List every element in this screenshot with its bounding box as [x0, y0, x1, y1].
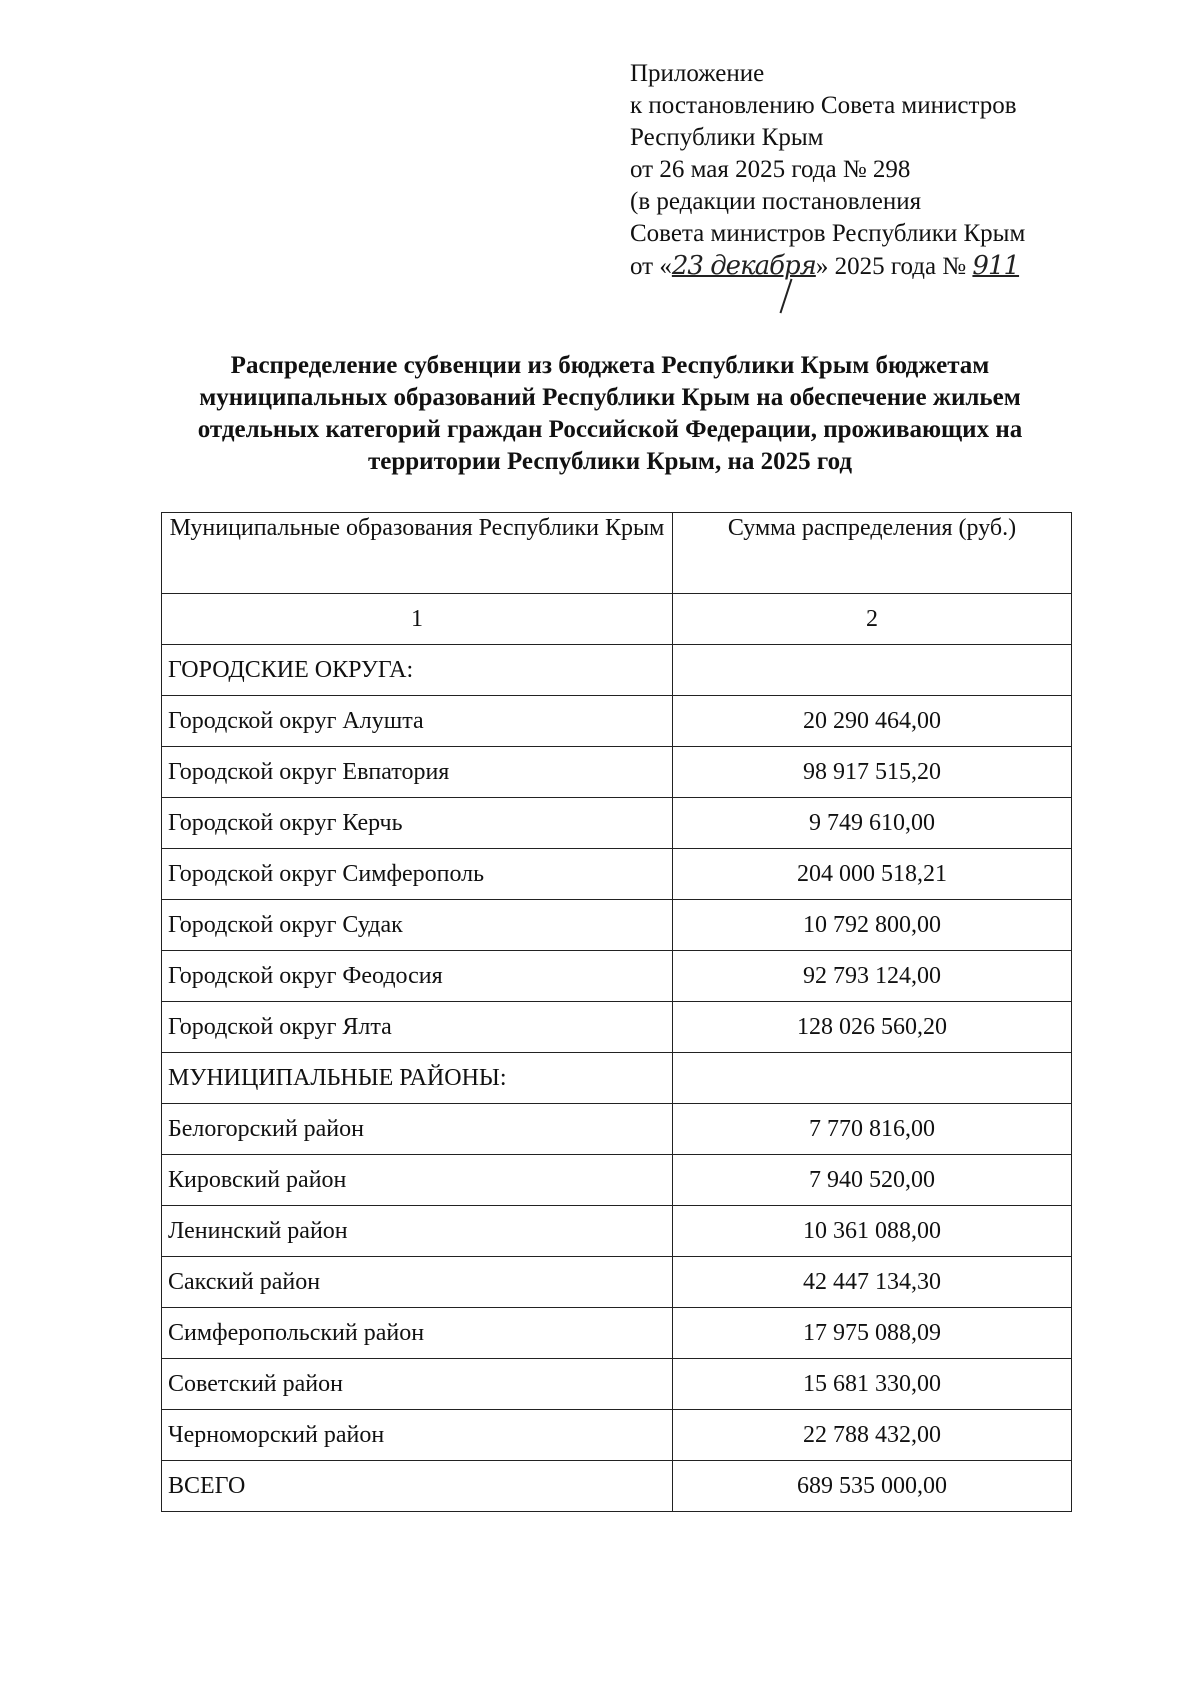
amount-value: 42 447 134,30 — [673, 1257, 1072, 1308]
amount-value: 7 940 520,00 — [673, 1155, 1072, 1206]
table-row — [162, 1410, 1072, 1461]
municipality-name: Городской округ Феодосия — [162, 951, 673, 1002]
table-row — [162, 1308, 1072, 1359]
municipality-name: Городской округ Алушта — [162, 696, 673, 747]
table-row — [162, 696, 1072, 747]
table-row — [162, 1257, 1072, 1308]
amount-value: 17 975 088,09 — [673, 1308, 1072, 1359]
amount-value: 22 788 432,00 — [673, 1410, 1072, 1461]
table-row — [162, 1104, 1072, 1155]
distribution-table — [161, 512, 1072, 1512]
handwritten-number: 911 — [972, 251, 1020, 281]
municipality-name: Кировский район — [162, 1155, 673, 1206]
municipality-name: МУНИЦИПАЛЬНЫЕ РАЙОНЫ: — [162, 1053, 673, 1104]
municipality-name: ГОРОДСКИЕ ОКРУГА: — [162, 645, 673, 696]
municipality-name: Городской округ Евпатория — [162, 747, 673, 798]
amount-value — [673, 645, 1072, 696]
document-title: Распределение субвенции из бюджета Республики Крым бюджетам муниципальных образований Республики Крым на обеспечение жильем отдельных категорий граждан Российской Федерации, проживающих на территории Республики Крым, на 2025 год — [197, 352, 1023, 475]
section-row — [162, 1053, 1072, 1104]
handwritten-date: 23 декабря — [671, 251, 816, 281]
amount-value: 128 026 560,20 — [673, 1002, 1072, 1053]
municipality-name: Белогорский район — [162, 1104, 673, 1155]
appendix-line: от 26 мая 2025 года № 298 — [630, 156, 911, 183]
appendix-line: Республики Крым — [630, 124, 824, 151]
appendix-line: (в редакции постановления — [630, 188, 922, 215]
total-row — [162, 1461, 1072, 1512]
amount-value: 204 000 518,21 — [673, 849, 1072, 900]
appendix-line: Приложение — [630, 60, 765, 87]
table-row — [162, 1155, 1072, 1206]
amount-value: 98 917 515,20 — [673, 747, 1072, 798]
amount-value: 7 770 816,00 — [673, 1104, 1072, 1155]
appendix-block — [630, 58, 1025, 283]
amount-value — [673, 1053, 1072, 1104]
municipality-name: Симферопольский район — [162, 1308, 673, 1359]
municipality-name: Городской округ Ялта — [162, 1002, 673, 1053]
municipality-name: Сакский район — [162, 1257, 673, 1308]
column-header-municipality: Муниципальные образования Республики Крым — [162, 513, 673, 594]
amount-value: 10 361 088,00 — [673, 1206, 1072, 1257]
appendix-line: Совета министров Республики Крым — [630, 220, 1026, 247]
section-row — [162, 645, 1072, 696]
total-label: ВСЕГО — [162, 1461, 673, 1512]
amount-value: 15 681 330,00 — [673, 1359, 1072, 1410]
table-row — [162, 1206, 1072, 1257]
table-row — [162, 1002, 1072, 1053]
amount-value: 20 290 464,00 — [673, 696, 1072, 747]
handwriting-stroke — [779, 279, 792, 314]
municipality-name: Городской округ Керчь — [162, 798, 673, 849]
column-header-amount: Сумма распределения (руб.) — [673, 513, 1072, 594]
municipality-name: Городской округ Судак — [162, 900, 673, 951]
municipality-name: Городской округ Симферополь — [162, 849, 673, 900]
table-row — [162, 951, 1072, 1002]
amount-value: 92 793 124,00 — [673, 951, 1072, 1002]
municipality-name: Ленинский район — [162, 1206, 673, 1257]
amount-value: 10 792 800,00 — [673, 900, 1072, 951]
table-row — [162, 1359, 1072, 1410]
table-header-row — [162, 513, 1072, 594]
table-row — [162, 849, 1072, 900]
table-row — [162, 900, 1072, 951]
municipality-name: Черноморский район — [162, 1410, 673, 1461]
column-number: 2 — [673, 594, 1072, 645]
table-row — [162, 747, 1072, 798]
municipality-name: Советский район — [162, 1359, 673, 1410]
appendix-line: к постановлению Совета министров — [630, 92, 1017, 119]
column-number: 1 — [162, 594, 673, 645]
date-prefix: от « — [630, 253, 672, 280]
amount-value: 9 749 610,00 — [673, 798, 1072, 849]
column-number-row — [162, 594, 1072, 645]
date-suffix: » 2025 года № — [815, 253, 973, 280]
amendment-date-line — [630, 250, 1025, 283]
total-value: 689 535 000,00 — [673, 1461, 1072, 1512]
table-row — [162, 798, 1072, 849]
